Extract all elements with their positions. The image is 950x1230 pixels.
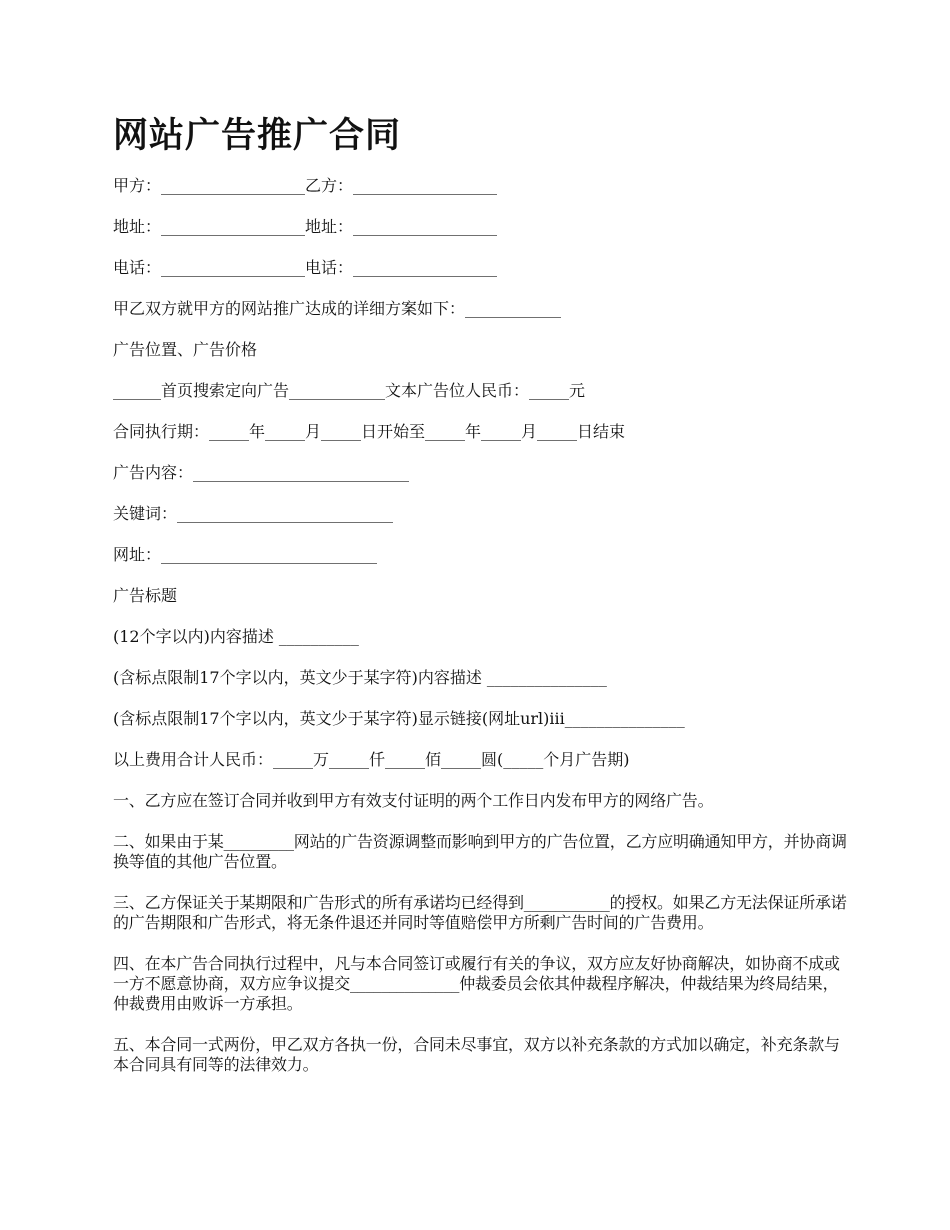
keywords-line: 关键词：___________________________ [113, 504, 394, 523]
display-link-line: (含标点限制17个字以内，英文少于某字符)显示链接(网址url)iii_______________ [113, 709, 685, 728]
title-description-line: (12个字以内)内容描述 __________ [113, 627, 359, 646]
clause-3: 三、乙方保证关于某期限和广告形式的所有承诺均已经得到___________的授权。如果乙方无法保证所承诺的广告期限和广告形式，将无条件退还并同时等值赔偿甲方所剩广告时间的广告费用。 [113, 893, 847, 932]
total-cost-line: 以上费用合计人民币：_____万_____仟_____佰_____圆(_____个月广告期) [113, 750, 630, 769]
ad-title-heading: 广告标题 [113, 586, 178, 605]
contract-page [113, 110, 853, 1096]
clause-4: 四、在本广告合同执行过程中，凡与本合同签订或履行有关的争议，双方应友好协商解决，如协商不成或一方不愿意协商，双方应争议提交______________仲裁委员会依其仲裁程序解决，仲裁结果为终局结果，仲裁费用由败诉一方承担。 [113, 954, 840, 1013]
plan-intro-line: 甲乙双方就甲方的网站推广达成的详细方案如下：____________ [113, 299, 562, 318]
clause-2: 二、如果由于某_________网站的广告资源调整而影响到甲方的广告位置，乙方应明确通知甲方，并协商调换等值的其他广告位置。 [113, 832, 847, 871]
ad-position-price-heading: 广告位置、广告价格 [113, 340, 258, 359]
document-title: 网站广告推广合同 [113, 115, 402, 156]
party-names-line: 甲方：__________________乙方：__________________ [113, 176, 498, 195]
clause-5: 五、本合同一式两份，甲乙双方各执一份，合同未尽事宜，双方以补充条款的方式加以确定，补充条款与本合同具有同等的法律效力。 [113, 1035, 840, 1074]
party-address-line: 地址：__________________地址：__________________ [113, 217, 498, 236]
party-phone-line: 电话：__________________电话：__________________ [113, 258, 498, 277]
ad-content-line: 广告内容：___________________________ [113, 463, 410, 482]
clause-1: 一、乙方应在签订合同并收到甲方有效支付证明的两个工作日内发布甲方的网络广告。 [113, 791, 714, 810]
url-line: 网址：___________________________ [113, 545, 378, 564]
content-description-line: (含标点限制17个字以内，英文少于某字符)内容描述 _______________ [113, 668, 607, 687]
ad-type-price-line: ______首页搜索定向广告____________文本广告位人民币：_____元 [113, 381, 586, 400]
contract-period-line: 合同执行期：_____年_____月_____日开始至_____年_____月_____日结束 [113, 422, 626, 441]
